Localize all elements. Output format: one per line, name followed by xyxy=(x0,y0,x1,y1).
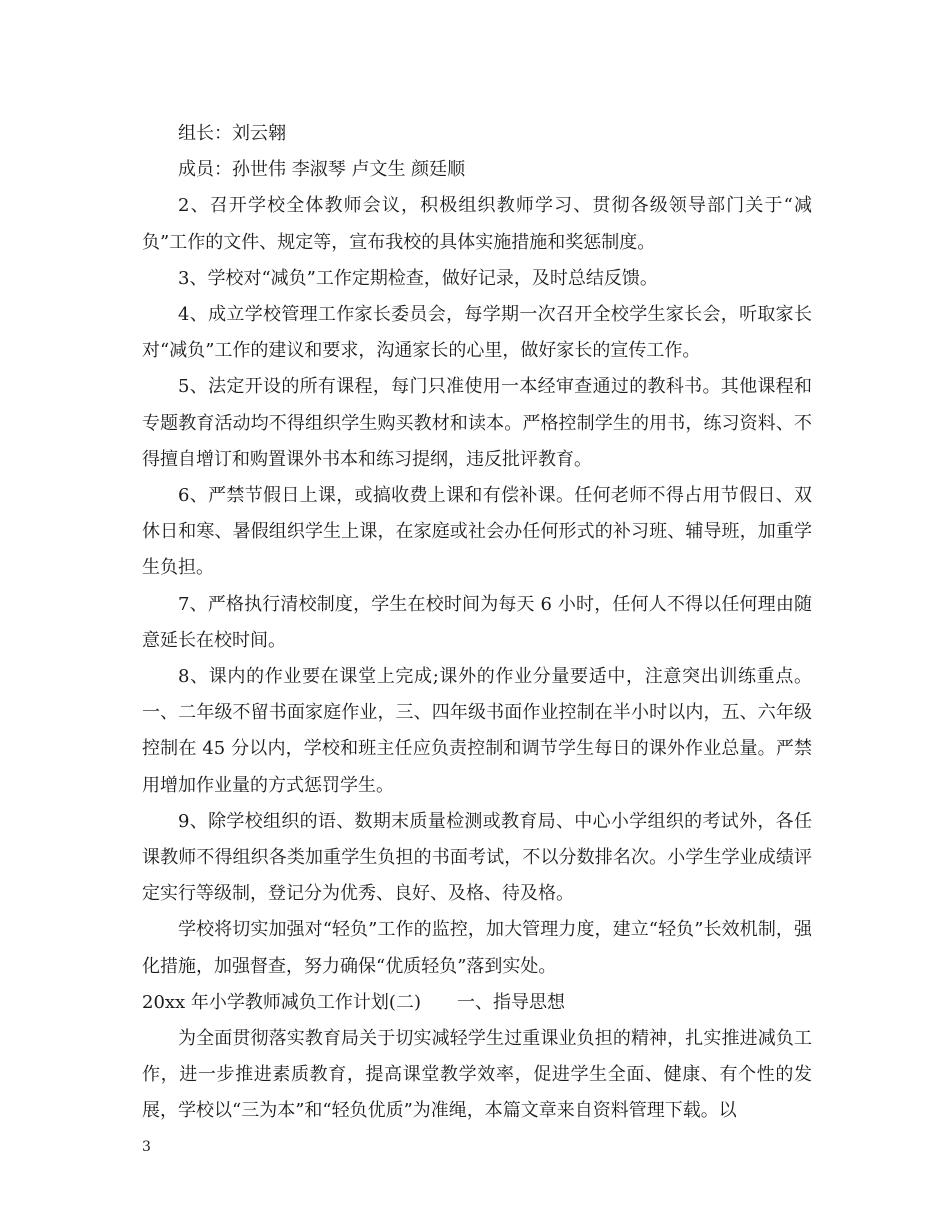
section-heading: 20xx 年小学教师减负工作计划(二) 一、指导思想 xyxy=(142,991,565,1013)
paragraph-guiding-ideas: 为全面贯彻落实教育局关于切实减轻学生过重课业负担的精神，扎实推进减负工作，进一步推进素质教育，提高课堂教学效率，促进学生全面、健康、有个性的发展，学校以“三为本”和“轻负优质”为准绳，本篇文章来自资料管理下载。以 xyxy=(142,1028,812,1122)
paragraph-summary: 学校将切实加强对“轻负”工作的监控，加大管理力度，建立“轻负”长效机制，强化措施，加强督查，努力确保“优质轻负”落到实处。 xyxy=(142,919,812,977)
paragraph-group-leader: 组长：刘云翱 xyxy=(178,123,286,144)
paragraph-item-8: 8、课内的作业要在课堂上完成;课外的作业分量要适中，注意突出训练重点。一、二年级不留书面家庭作业，三、四年级书面作业控制在半小时以内，五、六年级控制在 45 分以内，学校和班主任应负责控制和调节学生每日的课外作业总量。严禁用增加作业量的方式惩罚学生。 xyxy=(142,666,812,796)
page-number: 3 xyxy=(142,1139,151,1155)
paragraph-item-5: 5、法定开设的所有课程，每门只准使用一本经审查通过的教科书。其他课程和专题教育活动均不得组织学生购买教材和读本。严格控制学生的用书，练习资料、不得擅自增订和购置课外书本和练习提纲，违反批评教育。 xyxy=(142,376,812,470)
paragraph-item-7: 7、严格执行清校制度，学生在校时间为每天 6 小时，任何人不得以任何理由随意延长在校时间。 xyxy=(142,593,812,651)
paragraph-item-4: 4、成立学校管理工作家长委员会，每学期一次召开全校学生家长会，听取家长对“减负”工作的建议和要求，沟通家长的心里，做好家长的宣传工作。 xyxy=(142,304,812,362)
paragraph-item-3: 3、学校对“减负”工作定期检查，做好记录，及时总结反馈。 xyxy=(178,267,658,289)
paragraph-item-6: 6、严禁节假日上课，或搞收费上课和有偿补课。任何老师不得占用节假日、双休日和寒、暑假组织学生上课，在家庭或社会办任何形式的补习班、辅导班，加重学生负担。 xyxy=(142,485,812,579)
document-body xyxy=(142,116,812,1130)
paragraph-members: 成员：孙世伟 李淑琴 卢文生 颜廷顺 xyxy=(178,159,466,181)
paragraph-item-2: 2、召开学校全体教师会议，积极组织教师学习、贯彻各级领导部门关于“减负”工作的文件、规定等，宣布我校的具体实施措施和奖惩制度。 xyxy=(142,195,812,253)
paragraph-item-9: 9、除学校组织的语、数期末质量检测或教育局、中心小学组织的考试外，各任课教师不得组织各类加重学生负担的书面考试，不以分数排名次。小学生学业成绩评定实行等级制，登记分为优秀、良好、及格、待及格。 xyxy=(142,810,812,905)
